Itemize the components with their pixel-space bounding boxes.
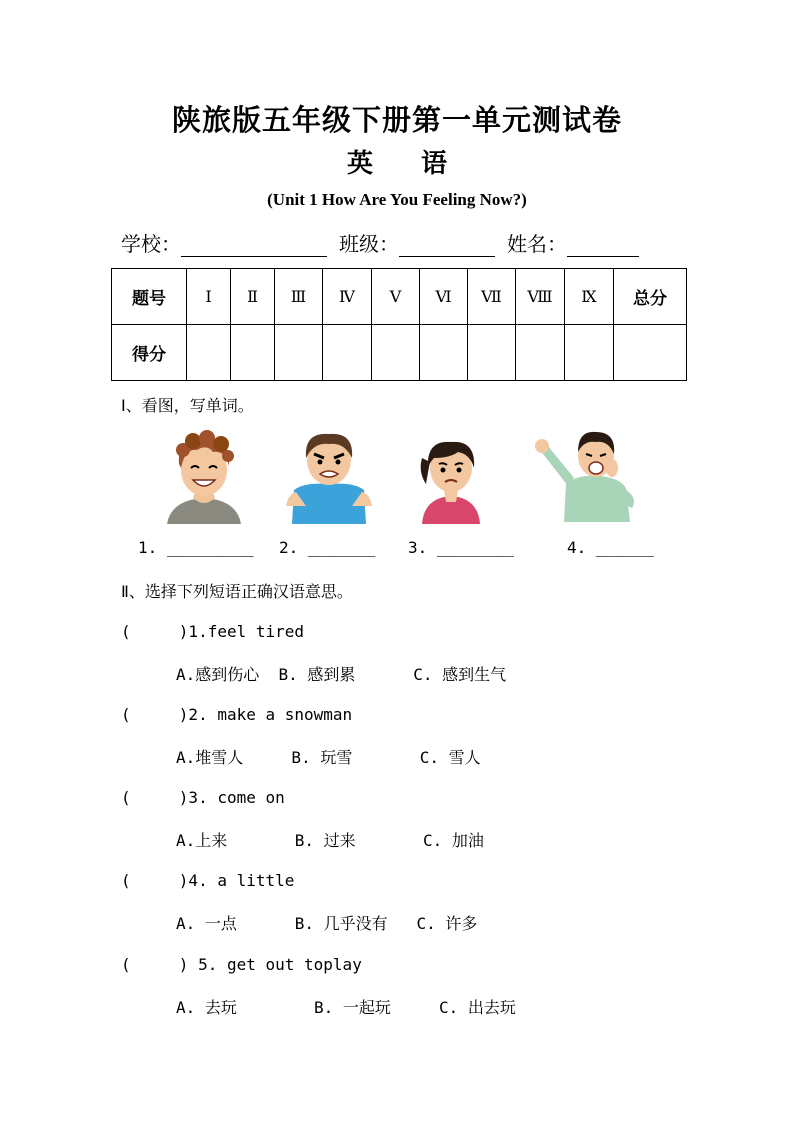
score-table-header-row: [112, 269, 687, 325]
answer-blank-2[interactable]: 2. _______: [279, 538, 376, 557]
sad-girl-image: [414, 428, 488, 524]
student-info-line: [121, 228, 639, 257]
score-cell[interactable]: [420, 325, 468, 381]
score-cell-total[interactable]: [614, 325, 687, 381]
section-1-heading: Ⅰ、看图，写单词。: [121, 396, 254, 415]
question-5-options: A. 去玩 B. 一起玩 C. 出去玩: [176, 998, 516, 1017]
score-cell[interactable]: [516, 325, 565, 381]
col-9: Ⅸ: [565, 269, 614, 325]
score-cell[interactable]: [187, 325, 231, 381]
section-2-heading: Ⅱ、选择下列短语正确汉语意思。: [121, 582, 353, 601]
answer-blank-3[interactable]: 3. ________: [408, 538, 514, 557]
question-1-stem: ( )1.feel tired: [121, 622, 305, 641]
score-table-score-row: [112, 325, 687, 381]
question-5-stem: ( ) 5. get out toplay: [121, 955, 362, 974]
score-table: [111, 268, 687, 381]
angry-boy-image: [284, 428, 374, 524]
school-label: 学校：: [121, 232, 181, 256]
question-3-stem: ( )3. come on: [121, 788, 285, 807]
score-cell[interactable]: [323, 325, 372, 381]
row-label-score: 得分: [112, 325, 187, 381]
name-field[interactable]: [567, 236, 639, 257]
score-cell[interactable]: [372, 325, 420, 381]
col-7: Ⅶ: [468, 269, 516, 325]
answer-blank-1[interactable]: 1. _________: [138, 538, 254, 557]
question-3-options: A.上来 B. 过来 C. 加油: [176, 831, 484, 850]
col-total: 总分: [614, 269, 687, 325]
col-6: Ⅵ: [420, 269, 468, 325]
unit-subtitle: (Unit 1 How Are You Feeling Now?): [267, 190, 527, 209]
name-label: 姓名：: [507, 232, 567, 256]
question-4-options: A. 一点 B. 几乎没有 C. 许多: [176, 914, 478, 933]
question-4-stem: ( )4. a little: [121, 871, 295, 890]
score-cell[interactable]: [231, 325, 275, 381]
subject-right: 语: [421, 149, 448, 179]
col-1: Ⅰ: [187, 269, 231, 325]
col-3: Ⅲ: [275, 269, 323, 325]
question-2-stem: ( )2. make a snowman: [121, 705, 353, 724]
col-8: Ⅷ: [516, 269, 565, 325]
question-1-options: A.感到伤心 B. 感到累 C. 感到生气: [176, 665, 507, 684]
school-field[interactable]: [181, 236, 327, 257]
score-cell[interactable]: [468, 325, 516, 381]
score-cell[interactable]: [275, 325, 323, 381]
class-label: 班级：: [339, 232, 399, 256]
class-field[interactable]: [399, 236, 495, 257]
page-title: 陕旅版五年级下册第一单元测试卷: [171, 103, 622, 137]
answer-blank-4[interactable]: 4. ______: [567, 538, 654, 557]
question-2-options: A.堆雪人 B. 玩雪 C. 雪人: [176, 748, 481, 767]
subject-heading: [0, 143, 794, 180]
subject-left: 英: [346, 149, 373, 179]
col-5: Ⅴ: [372, 269, 420, 325]
col-4: Ⅳ: [323, 269, 372, 325]
row-label-question-no: 题号: [112, 269, 187, 325]
tired-boy-image: [534, 428, 642, 522]
score-cell[interactable]: [565, 325, 614, 381]
col-2: Ⅱ: [231, 269, 275, 325]
happy-boy-image: [163, 428, 245, 524]
